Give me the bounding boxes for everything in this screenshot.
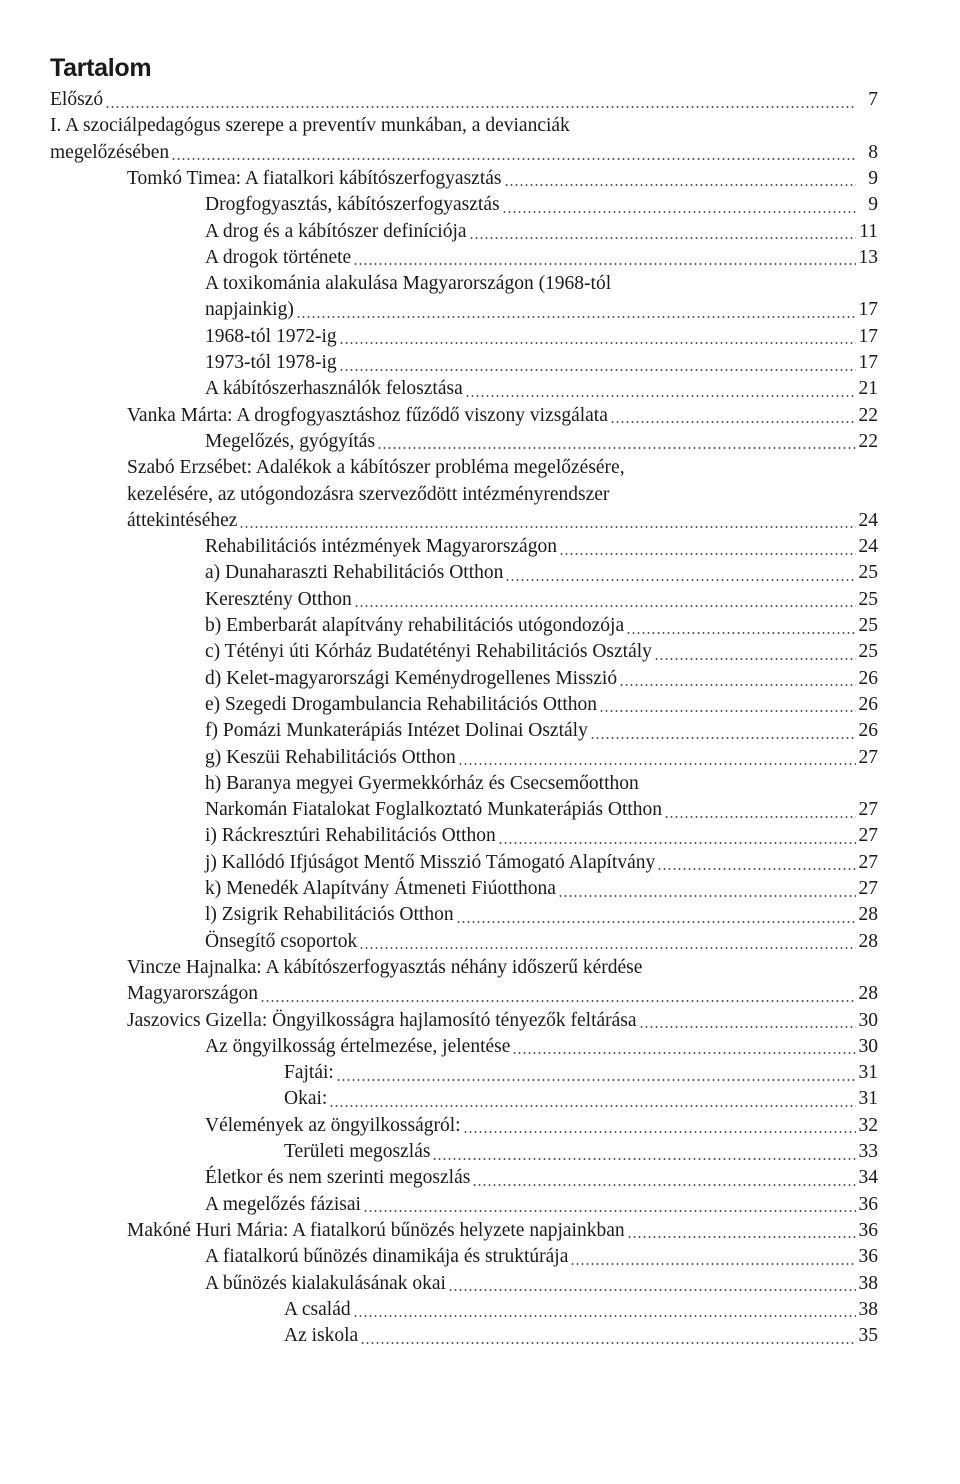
- toc-entry: [205, 691, 878, 718]
- toc-entry-label: 1973-tól 1978-ig: [205, 352, 337, 373]
- toc-entry: [50, 86, 878, 113]
- toc-entry-label: Szabó Erzsébet: Adalékok a kábítószer probléma megelőzésére,: [127, 457, 625, 479]
- toc-page-number: 25: [858, 641, 878, 663]
- dot-leader: [590, 737, 856, 739]
- toc-entry: [205, 533, 878, 560]
- dot-leader: [458, 763, 856, 765]
- toc-page-number: 26: [858, 667, 878, 689]
- toc-entry-label: d) Kelet-magyarországi Keménydrogellenes Misszió: [205, 667, 618, 689]
- toc-entry-label: f) Pomázi Munkaterápiás Intézet Dolinai Osztály: [205, 720, 588, 742]
- dot-leader: [456, 921, 856, 923]
- dot-leader: [627, 1236, 856, 1238]
- toc-entry-label: A toxikománia alakulása Magyarországon (1968-tól: [205, 273, 612, 295]
- toc-entry: [205, 191, 878, 218]
- toc-entry-label: Az iskola: [284, 1325, 359, 1347]
- toc-entry: [127, 402, 878, 429]
- toc-entry: [205, 822, 878, 849]
- toc-page-number: 13: [858, 246, 878, 268]
- toc-page-number: 9: [868, 194, 878, 216]
- toc-page-number: 27: [858, 878, 878, 899]
- toc-entry-label: Drogfogyasztás, kábítószerfogyasztás: [205, 194, 500, 216]
- toc-page-number: 25: [858, 615, 878, 636]
- dot-leader: [432, 1158, 856, 1160]
- dot-leader: [339, 369, 856, 371]
- toc-entry-label: Tomkó Timea: A fiatalkori kábítószerfogyasztás: [127, 167, 502, 189]
- dot-leader: [570, 1263, 856, 1265]
- dot-leader: [353, 263, 856, 265]
- toc-entry: [284, 1296, 878, 1323]
- dot-leader: [498, 842, 856, 844]
- toc-entry: [127, 1217, 878, 1244]
- toc-page-number: 21: [858, 378, 878, 400]
- toc-entry-label: Fajtái:: [284, 1062, 334, 1084]
- toc-entry-label: Megelőzés, gyógyítás: [205, 430, 376, 452]
- toc-entry: [205, 717, 878, 744]
- toc-page-number: 28: [858, 930, 878, 952]
- toc-entry-label: i) Ráckresztúri Rehabilitációs Otthon: [205, 825, 496, 847]
- toc-entry: [205, 1164, 878, 1191]
- toc-entry: [205, 1191, 878, 1218]
- toc-entry: [205, 638, 878, 665]
- toc-entry: [205, 1270, 878, 1297]
- toc-page-number: 25: [858, 588, 878, 610]
- dot-leader: [664, 816, 856, 818]
- toc-entry-label: A drogok története: [205, 246, 352, 268]
- toc-entry-label: l) Zsigrik Rehabilitációs Otthon: [205, 904, 454, 926]
- toc-entry-label: c) Tétényi úti Kórház Budatétényi Rehabilitációs Osztály: [205, 641, 652, 663]
- toc-page-number: 28: [858, 904, 878, 926]
- dot-leader: [559, 553, 856, 555]
- toc-entry: [205, 296, 878, 323]
- toc-entry-label: megelőzésében: [50, 141, 170, 163]
- toc-entry: [205, 875, 878, 902]
- dot-leader: [336, 1079, 856, 1081]
- dot-leader: [463, 1131, 856, 1133]
- dot-leader: [505, 579, 856, 581]
- toc-entry: [205, 323, 878, 350]
- toc-entry-label: kezelésére, az utógondozásra szerveződött intézményrendszer: [127, 483, 610, 505]
- toc-page-number: 24: [858, 536, 878, 558]
- toc-entry-label: Vincze Hajnalka: A kábítószerfogyasztás néhány időszerű kérdése: [127, 956, 643, 978]
- dot-leader: [502, 211, 856, 213]
- toc-entry: [205, 1033, 878, 1060]
- toc-entry: [284, 1059, 878, 1086]
- dot-leader: [558, 895, 856, 897]
- toc-entry-label: Magyarországon: [127, 983, 259, 1005]
- toc-entry-label: b) Emberbarát alapítvány rehabilitációs utógondozója: [205, 615, 625, 636]
- toc-entry: [205, 244, 878, 271]
- toc-page-number: 27: [858, 825, 878, 847]
- toc-entry: [284, 1322, 878, 1349]
- dot-leader: [654, 658, 856, 660]
- toc-entry-label: h) Baranya megyei Gyermekkórház és Csecsemőotthon: [205, 772, 639, 794]
- dot-leader: [339, 342, 856, 344]
- dot-leader: [469, 237, 856, 239]
- toc-entry: [127, 507, 878, 534]
- dot-leader: [504, 184, 857, 186]
- toc-entry-label: I. A szociálpedagógus szerepe a preventív munkában, a devianciák: [50, 115, 570, 137]
- toc-page-number: 31: [858, 1062, 878, 1084]
- toc-entry: [205, 1243, 878, 1270]
- toc-page-number: 30: [858, 1035, 878, 1057]
- toc-entry: [205, 218, 878, 245]
- toc-entry: [284, 1138, 878, 1165]
- dot-leader: [354, 605, 856, 607]
- toc-entry-label: Narkomán Fiatalokat Foglalkoztató Munkaterápiás Otthon: [205, 799, 663, 821]
- page-title: Tartalom: [50, 54, 152, 82]
- toc-entry: [127, 980, 878, 1007]
- toc-entry-label: Vanka Márta: A drogfogyasztáshoz fűződő viszony vizsgálata: [127, 404, 608, 426]
- toc-page-number: 8: [868, 141, 878, 163]
- toc-entry-label: k) Menedék Alapítvány Átmeneti Fiúotthona: [205, 878, 556, 899]
- toc-entry-label: g) Keszüi Rehabilitációs Otthon: [205, 746, 456, 768]
- dot-leader: [260, 1000, 856, 1002]
- toc-page-number: 31: [858, 1088, 878, 1110]
- toc-page-number: 26: [858, 693, 878, 715]
- toc-page-number: 17: [858, 325, 878, 347]
- toc-page-number: 36: [858, 1246, 878, 1268]
- toc-entry: [205, 928, 878, 955]
- dot-leader: [105, 106, 856, 108]
- toc-page-number: 17: [858, 352, 878, 373]
- toc-entry: [205, 559, 878, 586]
- dot-leader: [377, 447, 856, 449]
- toc-entry: [284, 1085, 878, 1112]
- toc-page-number: 27: [858, 851, 878, 873]
- toc-entry-label: A kábítószerhasználók felosztása: [205, 378, 463, 400]
- toc-page-number: 22: [858, 430, 878, 452]
- toc-entry-label: j) Kallódó Ifjúságot Mentő Misszió Támogató Alapítvány: [205, 851, 656, 873]
- toc-entry: [50, 139, 878, 166]
- toc-entry: [205, 428, 878, 455]
- toc-page-number: 22: [858, 404, 878, 426]
- toc-entry: [205, 349, 878, 376]
- toc-entry: [127, 1007, 878, 1034]
- toc-page-number: 36: [858, 1219, 878, 1241]
- toc-entry: [205, 586, 878, 613]
- dot-leader: [465, 395, 856, 397]
- toc-entry: [205, 901, 878, 928]
- dot-leader: [599, 710, 856, 712]
- toc-entry: [205, 849, 878, 876]
- dot-leader: [329, 1105, 856, 1107]
- toc-entry-label: Okai:: [284, 1088, 328, 1110]
- dot-leader: [296, 316, 856, 318]
- toc-entry-label: napjainkig): [205, 299, 294, 321]
- toc-page-number: 25: [858, 562, 878, 584]
- toc-page-number: 27: [858, 799, 878, 821]
- toc-entry-label: A drog és a kábítószer definíciója: [205, 220, 467, 242]
- toc-entry: [205, 665, 878, 692]
- toc-page-number: 26: [858, 720, 878, 742]
- toc-entry-label: Makóné Huri Mária: A fiatalkorú bűnözés helyzete napjainkban: [127, 1219, 625, 1241]
- toc-entry: [205, 1112, 878, 1139]
- toc-entry-label: Vélemények az öngyilkosságról:: [205, 1114, 461, 1136]
- toc-entry: [205, 744, 878, 771]
- toc-entry-label: Területi megoszlás: [284, 1141, 431, 1162]
- dot-leader: [512, 1052, 856, 1054]
- toc-page-number: 32: [858, 1114, 878, 1136]
- toc-page-number: 7: [868, 89, 878, 110]
- dot-leader: [360, 1342, 856, 1344]
- dot-leader: [353, 1315, 856, 1317]
- dot-leader: [171, 158, 856, 160]
- toc-page-number: 9: [868, 167, 878, 189]
- toc-page-number: 24: [858, 509, 878, 531]
- dot-leader: [626, 632, 856, 634]
- dot-leader: [363, 1210, 856, 1212]
- toc-page-number: 11: [859, 220, 878, 242]
- dot-leader: [472, 1184, 856, 1186]
- dot-leader: [610, 421, 856, 423]
- toc-entry-label: e) Szegedi Drogambulancia Rehabilitációs Otthon: [205, 693, 598, 715]
- toc-entry: [205, 612, 878, 639]
- toc-entry-label: Keresztény Otthon: [205, 588, 352, 610]
- toc-page-number: 38: [858, 1298, 878, 1320]
- toc-entry-label: Jaszovics Gizella: Öngyilkosságra hajlamosító tényezők feltárása: [127, 1009, 637, 1031]
- toc-page-number: 38: [858, 1272, 878, 1294]
- toc-entry-label: Előszó: [50, 89, 104, 110]
- toc-entry: [205, 375, 878, 402]
- toc-entry: [205, 796, 878, 823]
- dot-leader: [657, 868, 856, 870]
- toc-page-number: 36: [858, 1193, 878, 1215]
- toc-entry-label: A bűnözés kialakulásának okai: [205, 1272, 446, 1294]
- toc-page-number: 28: [858, 983, 878, 1005]
- toc-entry-label: Önsegítő csoportok: [205, 930, 358, 952]
- toc-page-number: 34: [858, 1167, 878, 1189]
- toc-entry: [127, 165, 878, 192]
- toc-entry-label: A fiatalkorú bűnözés dinamikája és struktúrája: [205, 1246, 569, 1268]
- toc-entry-label: Rehabilitációs intézmények Magyarországon: [205, 536, 557, 558]
- dot-leader: [619, 684, 856, 686]
- toc-page-number: 35: [858, 1325, 878, 1347]
- dot-leader: [639, 1026, 856, 1028]
- toc-page-number: 27: [858, 746, 878, 768]
- toc-entry-label: Életkor és nem szerinti megoszlás: [205, 1167, 471, 1189]
- toc-page-number: 17: [858, 299, 878, 321]
- toc-entry-label: áttekintéséhez: [127, 509, 238, 531]
- dot-leader: [359, 947, 856, 949]
- toc-entry-label: A megelőzés fázisai: [205, 1193, 361, 1215]
- toc-entry-label: a) Dunaharaszti Rehabilitációs Otthon: [205, 562, 504, 584]
- toc-entry-label: Az öngyilkosság értelmezése, jelentése: [205, 1035, 511, 1057]
- toc-page-number: 33: [858, 1141, 878, 1162]
- toc-entry-label: 1968-tól 1972-ig: [205, 325, 337, 347]
- dot-leader: [239, 526, 856, 528]
- toc-page-number: 30: [858, 1009, 878, 1031]
- toc-entry-label: A család: [284, 1298, 351, 1320]
- dot-leader: [448, 1289, 856, 1291]
